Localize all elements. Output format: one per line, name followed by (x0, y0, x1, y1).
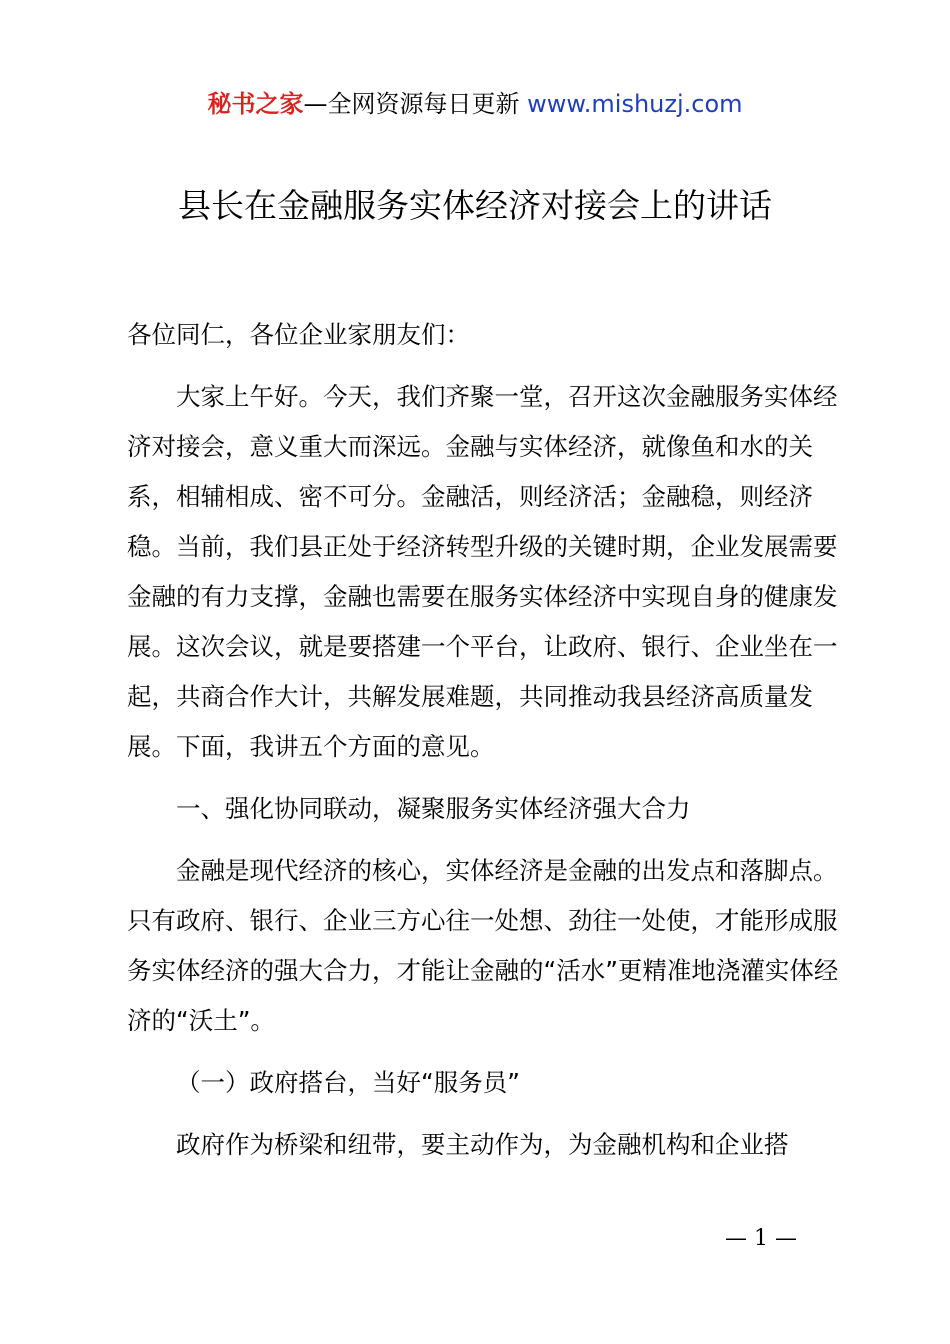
document-title: 县长在金融服务实体经济对接会上的讲话 (178, 186, 772, 225)
site-url-link[interactable]: www.mishuzj.com (527, 90, 743, 118)
site-banner (0, 86, 950, 122)
banner-tagline: —全网资源每日更新 (303, 90, 528, 118)
paragraph-subsection-1: 政府作为桥梁和纽带，要主动作为，为金融机构和企业搭 (176, 1130, 789, 1159)
brand-name: 秘书之家 (207, 90, 304, 118)
document-body (127, 310, 841, 1170)
subsection-heading-1: （一）政府搭台，当好“服务员” (176, 1068, 520, 1097)
salutation: 各位同仁，各位企业家朋友们： (127, 320, 470, 349)
section-heading-1: 一、强化协同联动，凝聚服务实体经济强大合力 (176, 794, 691, 823)
paragraph-section-1: 金融是现代经济的核心，实体经济是金融的出发点和落脚点。只有政府、银行、企业三方心往一处想、劲往一处使，才能形成服务实体经济的强大合力，才能让金融的“活水”更精准地浇灌实体经济的“沃土”。 (127, 856, 839, 1035)
paragraph-opening: 大家上午好。今天，我们齐聚一堂，召开这次金融服务实体经济对接会，意义重大而深远。金融与实体经济，就像鱼和水的关系，相辅相成、密不可分。金融活，则经济活；金融稳，则经济稳。当前，我们县正处于经济转型升级的关键时期，企业发展需要金融的有力支撑，金融也需要在服务实体经济中实现自身的健康发展。这次会议，就是要搭建一个平台，让政府、银行、企业坐在一起，共商合作大计，共解发展难题，共同推动我县经济高质量发展。下面，我讲五个方面的意见。 (127, 382, 838, 761)
page-number: — 1 — (725, 1226, 797, 1251)
